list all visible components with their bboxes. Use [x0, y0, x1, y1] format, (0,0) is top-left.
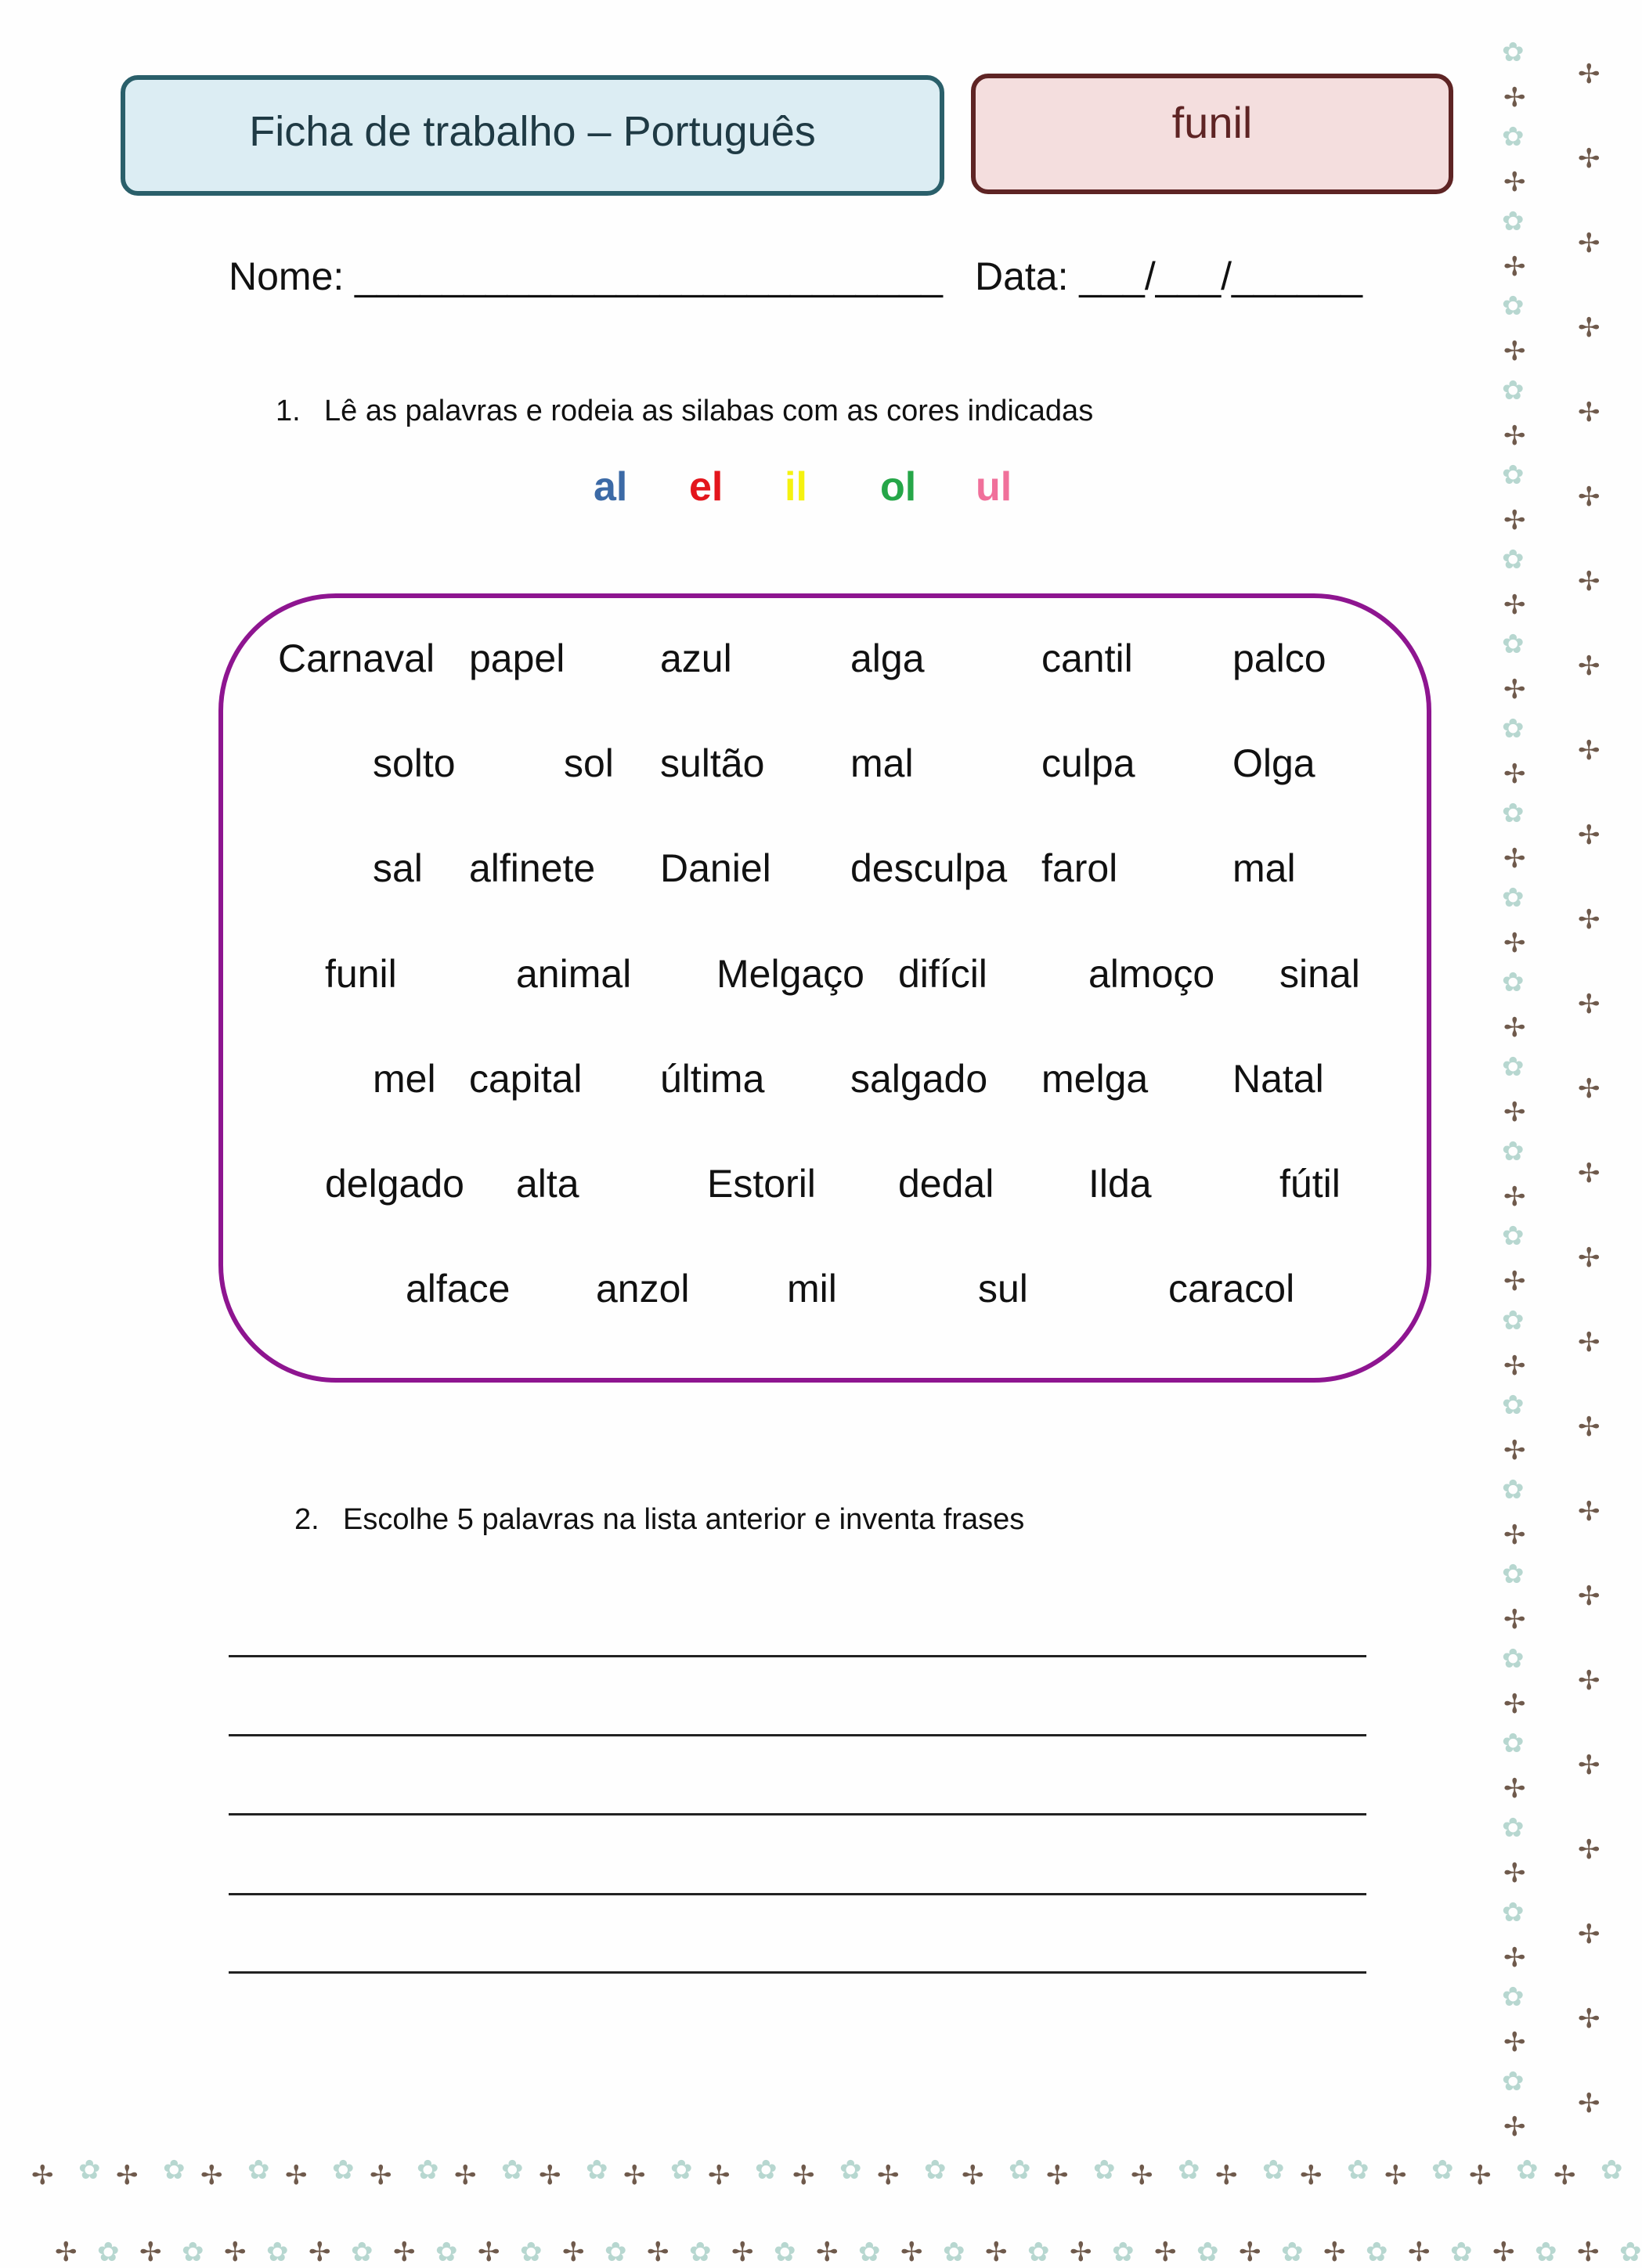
flower-icon: ✿ — [1502, 968, 1525, 997]
sparkle-icon: ✢ — [1503, 1098, 1526, 1127]
sparkle-icon: ✢ — [1408, 2237, 1431, 2267]
sparkle-icon: ✢ — [1578, 651, 1600, 681]
word[interactable]: alfinete — [469, 846, 596, 890]
sparkle-icon: ✢ — [1503, 1267, 1526, 1296]
flower-icon: ✿ — [1502, 460, 1525, 490]
sparkle-icon: ✢ — [1070, 2237, 1092, 2267]
sparkle-icon: ✢ — [1300, 2161, 1323, 2190]
flower-icon: ✿ — [689, 2237, 712, 2267]
exercise-2-instruction — [294, 1503, 1024, 1537]
word[interactable]: Carnaval — [278, 636, 435, 680]
sparkle-icon: ✢ — [1503, 1689, 1526, 1719]
sparkle-icon: ✢ — [1503, 675, 1526, 705]
syllable-il: il — [785, 464, 807, 510]
sparkle-icon: ✢ — [1578, 1243, 1600, 1273]
sparkle-icon: ✢ — [1503, 337, 1526, 366]
flower-icon: ✿ — [1502, 1644, 1525, 1674]
flower-icon: ✿ — [839, 2155, 862, 2185]
sparkle-icon: ✢ — [285, 2161, 308, 2190]
flower-icon: ✿ — [1502, 883, 1525, 913]
sparkle-icon: ✢ — [623, 2161, 646, 2190]
flower-icon: ✿ — [1502, 1982, 1525, 2012]
sparkle-icon: ✢ — [370, 2161, 392, 2190]
sparkle-icon: ✢ — [55, 2237, 78, 2267]
exercise-1-number: 1. — [276, 395, 301, 427]
sparkle-icon: ✢ — [1577, 2237, 1600, 2267]
word[interactable]: alga — [850, 636, 925, 680]
sparkle-icon: ✢ — [900, 2237, 923, 2267]
sparkle-icon: ✢ — [1503, 1013, 1526, 1043]
flower-icon: ✿ — [943, 2237, 965, 2267]
date-field[interactable]: Data: ___/___/______ — [975, 254, 1362, 298]
word[interactable]: sol — [564, 741, 614, 785]
sparkle-icon: ✢ — [562, 2237, 585, 2267]
sparkle-icon: ✢ — [1323, 2237, 1346, 2267]
flower-icon: ✿ — [163, 2155, 186, 2185]
flower-icon: ✿ — [1366, 2237, 1388, 2267]
flower-icon: ✿ — [266, 2237, 289, 2267]
word[interactable]: sal — [373, 846, 423, 890]
word[interactable]: solto — [373, 741, 456, 785]
sparkle-icon: ✢ — [1503, 506, 1526, 535]
sparkle-icon: ✢ — [116, 2161, 139, 2190]
sparkle-icon: ✢ — [224, 2237, 247, 2267]
sparkle-icon: ✢ — [877, 2161, 900, 2190]
sparkle-icon: ✢ — [1503, 2112, 1526, 2142]
flower-icon: ✿ — [1502, 1390, 1525, 1420]
word[interactable]: azul — [660, 636, 732, 680]
flower-icon: ✿ — [332, 2155, 355, 2185]
flower-icon: ✿ — [1502, 799, 1525, 828]
flower-icon: ✿ — [1502, 207, 1525, 236]
sparkle-icon: ✢ — [1578, 1497, 1600, 1527]
name-field[interactable]: Nome: ___________________________ — [229, 254, 943, 298]
sparkle-icon: ✢ — [1578, 1328, 1600, 1358]
word[interactable]: fútil — [1279, 1162, 1341, 1206]
sparkle-icon: ✢ — [200, 2161, 223, 2190]
flower-icon: ✿ — [1450, 2237, 1473, 2267]
sparkle-icon: ✢ — [478, 2237, 500, 2267]
flower-icon: ✿ — [1502, 1729, 1525, 1758]
sparkle-icon: ✢ — [1578, 820, 1600, 850]
sparkle-icon: ✢ — [1578, 398, 1600, 427]
exercise-2-text: Escolhe 5 palavras na lista anterior e inventa frases — [343, 1503, 1025, 1536]
word[interactable]: mal — [850, 741, 914, 785]
sparkle-icon: ✢ — [1578, 229, 1600, 258]
flower-icon: ✿ — [1196, 2237, 1219, 2267]
sparkle-icon: ✢ — [1503, 1859, 1526, 1888]
word[interactable]: caracol — [1168, 1267, 1295, 1311]
flower-icon: ✿ — [1431, 2155, 1454, 2185]
syllable-al: al — [594, 464, 628, 510]
sparkle-icon: ✢ — [1154, 2237, 1177, 2267]
exercise-1-instruction — [276, 395, 1093, 428]
flower-icon: ✿ — [1502, 1898, 1525, 1927]
sparkle-icon: ✢ — [1503, 2028, 1526, 2057]
flower-icon: ✿ — [501, 2155, 524, 2185]
flower-icon: ✿ — [1502, 1137, 1525, 1166]
flower-icon: ✿ — [1502, 1475, 1525, 1505]
sparkle-icon: ✢ — [1492, 2237, 1515, 2267]
sparkle-icon: ✢ — [1503, 1605, 1526, 1635]
flower-icon: ✿ — [858, 2237, 881, 2267]
word[interactable]: Daniel — [660, 846, 771, 890]
word[interactable]: última — [660, 1057, 765, 1101]
word[interactable]: almoço — [1088, 952, 1215, 996]
sparkle-icon: ✢ — [1503, 1774, 1526, 1804]
word[interactable]: Melgaço — [716, 952, 864, 996]
flower-icon: ✿ — [1178, 2155, 1200, 2185]
sparkle-icon: ✢ — [1578, 990, 1600, 1019]
flower-icon: ✿ — [1502, 1559, 1525, 1589]
flower-icon: ✿ — [1502, 629, 1525, 659]
word[interactable]: dedal — [898, 1162, 994, 1206]
word[interactable]: mal — [1232, 846, 1296, 890]
exercise-1-text: Lê as palavras e rodeia as silabas com as cores indicadas — [324, 395, 1094, 427]
sparkle-icon: ✢ — [1503, 1182, 1526, 1212]
sparkle-icon: ✢ — [1578, 736, 1600, 766]
flower-icon: ✿ — [924, 2155, 947, 2185]
sparkle-icon: ✢ — [1503, 1943, 1526, 1973]
sparkle-icon: ✢ — [731, 2237, 754, 2267]
flower-icon: ✿ — [435, 2237, 458, 2267]
word-box — [971, 74, 1453, 194]
flower-icon: ✿ — [1502, 1813, 1525, 1843]
flower-icon: ✿ — [1281, 2237, 1304, 2267]
sparkle-icon: ✢ — [1046, 2161, 1069, 2190]
sparkle-icon: ✢ — [1503, 590, 1526, 620]
flower-icon: ✿ — [1112, 2237, 1135, 2267]
word[interactable]: cantil — [1041, 636, 1133, 680]
sparkle-icon: ✢ — [1384, 2161, 1407, 2190]
word[interactable]: difícil — [898, 952, 987, 996]
sparkle-icon: ✢ — [1578, 1835, 1600, 1865]
word[interactable]: farol — [1041, 846, 1118, 890]
sparkle-icon: ✢ — [1578, 482, 1600, 512]
flower-icon: ✿ — [182, 2237, 204, 2267]
sparkle-icon: ✢ — [1503, 168, 1526, 197]
answer-line-3[interactable] — [229, 1813, 1366, 1815]
flower-icon: ✿ — [97, 2237, 120, 2267]
flower-icon: ✿ — [78, 2155, 101, 2185]
flower-icon: ✿ — [774, 2237, 796, 2267]
syllable-el: el — [689, 464, 724, 510]
sparkle-icon: ✢ — [1578, 1159, 1600, 1188]
sparkle-icon: ✢ — [1578, 2089, 1600, 2118]
sparkle-icon: ✢ — [1578, 1581, 1600, 1611]
sparkle-icon: ✢ — [1578, 144, 1600, 174]
sparkle-icon: ✢ — [962, 2161, 984, 2190]
word[interactable]: Ilda — [1088, 1162, 1152, 1206]
flower-icon: ✿ — [1093, 2155, 1116, 2185]
sparkle-icon: ✢ — [1503, 759, 1526, 789]
sparkle-icon: ✢ — [1578, 1751, 1600, 1780]
word[interactable]: Estoril — [707, 1162, 816, 1206]
worksheet-title: Ficha de trabalho – Português — [249, 108, 816, 155]
worksheet-word: funil — [1171, 97, 1253, 147]
word[interactable]: desculpa — [850, 846, 1008, 890]
sparkle-icon: ✢ — [647, 2237, 669, 2267]
word[interactable]: mil — [787, 1267, 837, 1311]
flower-icon: ✿ — [1502, 545, 1525, 575]
flower-icon: ✿ — [1027, 2237, 1050, 2267]
flower-icon: ✿ — [1502, 714, 1525, 744]
sparkle-icon: ✢ — [816, 2237, 839, 2267]
sparkle-icon: ✢ — [1554, 2161, 1576, 2190]
sparkle-icon: ✢ — [1503, 421, 1526, 451]
flower-icon: ✿ — [1516, 2155, 1539, 2185]
sparkle-icon: ✢ — [792, 2161, 815, 2190]
sparkle-icon: ✢ — [454, 2161, 477, 2190]
flower-icon: ✿ — [586, 2155, 608, 2185]
flower-icon: ✿ — [1009, 2155, 1031, 2185]
flower-icon: ✿ — [1502, 1221, 1525, 1251]
syllable-ol: ol — [880, 464, 917, 510]
sparkle-icon: ✢ — [1578, 567, 1600, 597]
word[interactable]: capital — [469, 1057, 583, 1101]
flower-icon: ✿ — [1600, 2155, 1623, 2185]
word[interactable]: sinal — [1279, 952, 1360, 996]
word[interactable]: Olga — [1232, 741, 1315, 785]
exercise-2-number: 2. — [294, 1503, 319, 1536]
sparkle-icon: ✢ — [309, 2237, 331, 2267]
word[interactable]: mel — [373, 1057, 436, 1101]
word[interactable]: melga — [1041, 1057, 1149, 1101]
flower-icon: ✿ — [1502, 1052, 1525, 1082]
flower-icon: ✿ — [604, 2237, 627, 2267]
sparkle-icon: ✢ — [139, 2237, 162, 2267]
word[interactable]: delgado — [325, 1162, 464, 1206]
answer-line-5[interactable] — [229, 1971, 1366, 1974]
word[interactable]: papel — [469, 636, 565, 680]
syllable-ul: ul — [976, 464, 1012, 510]
flower-icon: ✿ — [1262, 2155, 1285, 2185]
answer-line-2[interactable] — [229, 1734, 1366, 1736]
word[interactable]: funil — [325, 952, 397, 996]
flower-icon: ✿ — [1502, 291, 1525, 321]
sparkle-icon: ✢ — [1503, 1520, 1526, 1550]
sparkle-icon: ✢ — [1503, 844, 1526, 874]
word[interactable]: alta — [516, 1162, 579, 1206]
word[interactable]: culpa — [1041, 741, 1135, 785]
sparkle-icon: ✢ — [1578, 1412, 1600, 1442]
sparkle-icon: ✢ — [985, 2237, 1008, 2267]
sparkle-icon: ✢ — [1503, 83, 1526, 113]
flower-icon: ✿ — [1347, 2155, 1370, 2185]
title-box — [121, 75, 944, 196]
flower-icon: ✿ — [520, 2237, 543, 2267]
sparkle-icon: ✢ — [1578, 59, 1600, 89]
sparkle-icon: ✢ — [539, 2161, 561, 2190]
flower-icon: ✿ — [1502, 38, 1525, 67]
sparkle-icon: ✢ — [31, 2161, 54, 2190]
sparkle-icon: ✢ — [1578, 1666, 1600, 1696]
flower-icon: ✿ — [1535, 2237, 1557, 2267]
sparkle-icon: ✢ — [1578, 313, 1600, 343]
flower-icon: ✿ — [351, 2237, 374, 2267]
flower-icon: ✿ — [247, 2155, 270, 2185]
sparkle-icon: ✢ — [1578, 2004, 1600, 2034]
sparkle-icon: ✢ — [1239, 2237, 1261, 2267]
sparkle-icon: ✢ — [1578, 905, 1600, 935]
word[interactable]: salgado — [850, 1057, 988, 1101]
flower-icon: ✿ — [1619, 2237, 1642, 2267]
sparkle-icon: ✢ — [1503, 1351, 1526, 1381]
sparkle-icon: ✢ — [708, 2161, 731, 2190]
sparkle-icon: ✢ — [1578, 1074, 1600, 1104]
sparkle-icon: ✢ — [1503, 1436, 1526, 1466]
flower-icon: ✿ — [755, 2155, 778, 2185]
flower-icon: ✿ — [1502, 2067, 1525, 2097]
word[interactable]: sultão — [660, 741, 765, 785]
flower-icon: ✿ — [1502, 376, 1525, 406]
answer-line-4[interactable] — [229, 1893, 1366, 1895]
flower-icon: ✿ — [670, 2155, 693, 2185]
sparkle-icon: ✢ — [1503, 928, 1526, 958]
word[interactable]: anzol — [596, 1267, 690, 1311]
sparkle-icon: ✢ — [1131, 2161, 1153, 2190]
word[interactable]: Natal — [1232, 1057, 1324, 1101]
answer-line-1[interactable] — [229, 1655, 1366, 1657]
word[interactable]: animal — [516, 952, 632, 996]
sparkle-icon: ✢ — [1469, 2161, 1492, 2190]
sparkle-icon: ✢ — [1215, 2161, 1238, 2190]
sparkle-icon: ✢ — [393, 2237, 416, 2267]
word[interactable]: palco — [1232, 636, 1326, 680]
word[interactable]: alface — [406, 1267, 511, 1311]
sparkle-icon: ✢ — [1503, 252, 1526, 282]
word[interactable]: sul — [978, 1267, 1028, 1311]
flower-icon: ✿ — [1502, 1306, 1525, 1336]
flower-icon: ✿ — [1502, 122, 1525, 152]
sparkle-icon: ✢ — [1578, 1920, 1600, 1949]
flower-icon: ✿ — [417, 2155, 439, 2185]
